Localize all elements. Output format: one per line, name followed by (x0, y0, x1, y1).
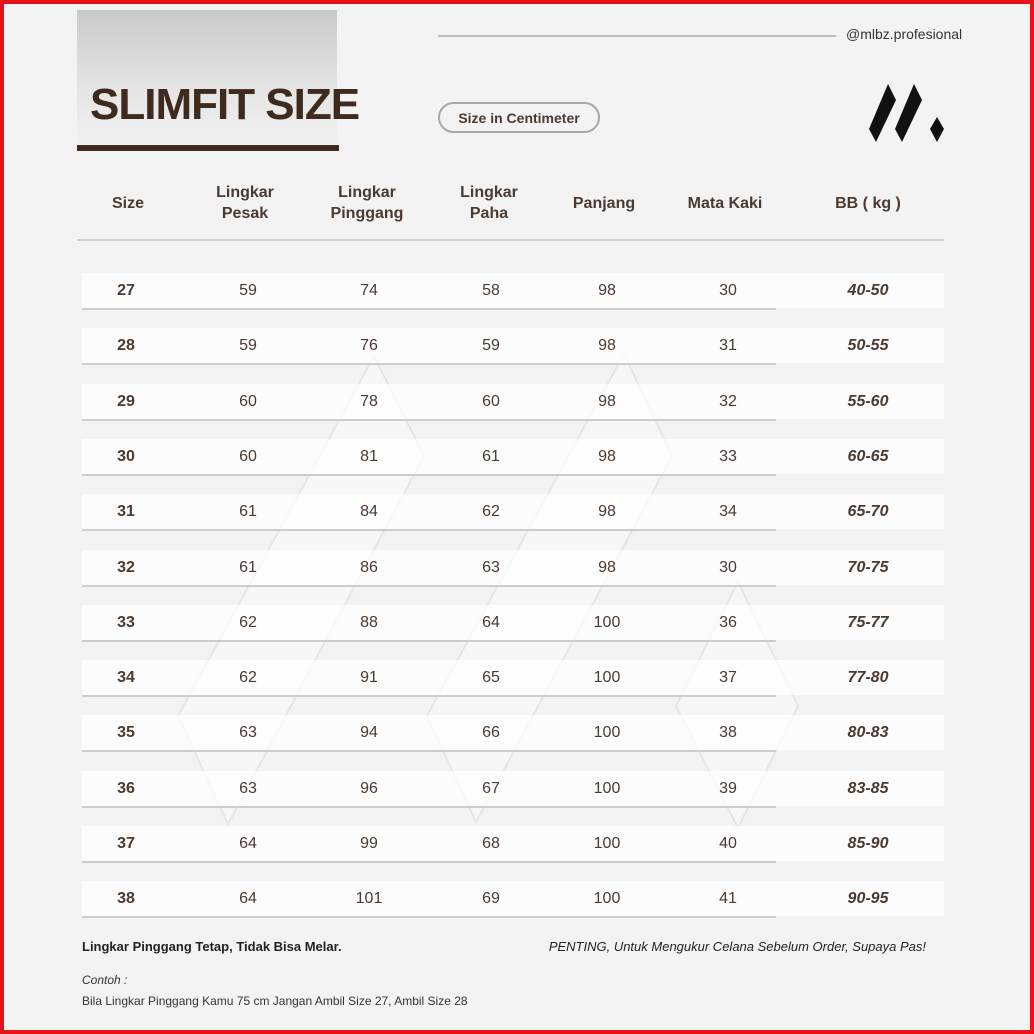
cell-size: 35 (117, 723, 135, 741)
cell-pesak: 62 (239, 668, 257, 686)
cell-paha: 63 (482, 558, 500, 576)
cell-paha: 61 (482, 447, 500, 465)
table-row (82, 826, 944, 862)
table-row (82, 439, 944, 475)
cell-pesak: 63 (239, 723, 257, 741)
cell-mata-kaki: 41 (719, 889, 737, 907)
row-background (82, 881, 944, 916)
column-header-pesak: Lingkar Pesak (216, 184, 274, 222)
cell-paha: 68 (482, 834, 500, 852)
cell-size: 34 (117, 668, 135, 686)
table-row (82, 273, 944, 309)
table-row (82, 494, 944, 530)
mlbz-stripes-logo-icon (866, 84, 946, 146)
cell-paha: 66 (482, 723, 500, 741)
row-divider (82, 363, 776, 365)
cell-panjang: 98 (598, 447, 616, 465)
cell-bb: 65-70 (847, 502, 889, 520)
cell-panjang: 98 (598, 281, 616, 299)
row-background (82, 273, 944, 308)
cell-size: 38 (117, 889, 135, 907)
cell-panjang: 100 (593, 668, 621, 686)
cell-pinggang: 99 (360, 834, 378, 852)
row-background (82, 660, 944, 695)
cell-pesak: 60 (239, 447, 257, 465)
cell-bb: 40-50 (847, 281, 889, 299)
cell-mata-kaki: 32 (719, 392, 737, 410)
row-divider (82, 695, 776, 697)
table-row (82, 881, 944, 917)
cell-panjang: 98 (598, 392, 616, 410)
table-row (82, 715, 944, 751)
row-divider (82, 585, 776, 587)
cell-pinggang: 91 (360, 668, 378, 686)
row-divider (82, 861, 776, 863)
row-divider (82, 640, 776, 642)
table-header (77, 172, 945, 234)
cell-size: 29 (117, 392, 135, 410)
column-header-pinggang: Lingkar Pinggang (330, 184, 404, 222)
header-divider (77, 239, 944, 241)
column-header-paha: Lingkar Paha (460, 184, 518, 222)
cell-panjang: 100 (593, 723, 621, 741)
cell-mata-kaki: 31 (719, 336, 737, 354)
cell-bb: 55-60 (847, 392, 889, 410)
row-background (82, 550, 944, 585)
cell-panjang: 100 (593, 834, 621, 852)
cell-bb: 83-85 (847, 779, 889, 797)
cell-pinggang: 96 (360, 779, 378, 797)
cell-paha: 60 (482, 392, 500, 410)
row-background (82, 328, 944, 363)
cell-pesak: 61 (239, 502, 257, 520)
cell-pinggang: 74 (360, 281, 378, 299)
cell-mata-kaki: 39 (719, 779, 737, 797)
table-row (82, 328, 944, 364)
cell-bb: 75-77 (847, 613, 889, 631)
title-underline (77, 145, 339, 151)
cell-mata-kaki: 36 (719, 613, 737, 631)
row-divider (82, 419, 776, 421)
cell-bb: 85-90 (847, 834, 889, 852)
cell-mata-kaki: 40 (719, 834, 737, 852)
table-row (82, 660, 944, 696)
cell-size: 33 (117, 613, 135, 631)
cell-pesak: 64 (239, 834, 257, 852)
top-divider (438, 35, 836, 37)
row-background (82, 494, 944, 529)
cell-pinggang: 94 (360, 723, 378, 741)
cell-mata-kaki: 37 (719, 668, 737, 686)
row-background (82, 384, 944, 419)
cell-pesak: 59 (239, 336, 257, 354)
cell-bb: 70-75 (847, 558, 889, 576)
cell-size: 28 (117, 336, 135, 354)
cell-paha: 58 (482, 281, 500, 299)
waist-note: Lingkar Pinggang Tetap, Tidak Bisa Melar. (82, 939, 342, 954)
cell-size: 30 (117, 447, 135, 465)
cell-pinggang: 86 (360, 558, 378, 576)
cell-paha: 62 (482, 502, 500, 520)
cell-pesak: 62 (239, 613, 257, 631)
cell-paha: 69 (482, 889, 500, 907)
row-divider (82, 806, 776, 808)
cell-pinggang: 81 (360, 447, 378, 465)
row-background (82, 826, 944, 861)
cell-paha: 65 (482, 668, 500, 686)
cell-size: 36 (117, 779, 135, 797)
cell-panjang: 98 (598, 558, 616, 576)
cell-pesak: 59 (239, 281, 257, 299)
cell-panjang: 100 (593, 779, 621, 797)
row-background (82, 439, 944, 474)
cell-paha: 67 (482, 779, 500, 797)
table-row (82, 550, 944, 586)
cell-pesak: 61 (239, 558, 257, 576)
cell-bb: 80-83 (847, 723, 889, 741)
brand-handle: @mlbz.profesional (846, 26, 963, 42)
cell-bb: 77-80 (847, 668, 889, 686)
cell-mata-kaki: 30 (719, 558, 737, 576)
row-divider (82, 308, 776, 310)
table-row (82, 605, 944, 641)
cell-panjang: 100 (593, 613, 621, 631)
cell-paha: 59 (482, 336, 500, 354)
table-row (82, 384, 944, 420)
cell-paha: 64 (482, 613, 500, 631)
important-note: PENTING, Untuk Mengukur Celana Sebelum Order, Supaya Pas! (548, 939, 926, 954)
cell-pinggang: 76 (360, 336, 378, 354)
cell-size: 37 (117, 834, 135, 852)
cell-mata-kaki: 38 (719, 723, 737, 741)
row-divider (82, 474, 776, 476)
cell-size: 32 (117, 558, 135, 576)
cell-bb: 90-95 (847, 889, 889, 907)
cell-pesak: 64 (239, 889, 257, 907)
cell-panjang: 98 (598, 336, 616, 354)
example-text: Bila Lingkar Pinggang Kamu 75 cm Jangan Ambil Size 27, Ambil Size 28 (82, 994, 468, 1008)
row-divider (82, 529, 776, 531)
cell-size: 31 (117, 502, 135, 520)
column-header-panjang: Panjang (572, 194, 636, 212)
row-divider (82, 750, 776, 752)
cell-pinggang: 101 (355, 889, 383, 907)
cell-pesak: 60 (239, 392, 257, 410)
cell-bb: 60-65 (847, 447, 889, 465)
column-header-mata-kaki: Mata Kaki (687, 194, 763, 212)
page-title: SLIMFIT SIZE (90, 80, 360, 129)
cell-size: 27 (117, 281, 135, 299)
example-label: Contoh : (82, 973, 128, 987)
row-divider (82, 916, 776, 918)
unit-badge: Size in Centimeter (438, 102, 600, 133)
table-row (82, 771, 944, 807)
cell-pinggang: 88 (360, 613, 378, 631)
row-background (82, 605, 944, 640)
cell-mata-kaki: 33 (719, 447, 737, 465)
cell-panjang: 98 (598, 502, 616, 520)
cell-panjang: 100 (593, 889, 621, 907)
row-background (82, 715, 944, 750)
cell-pinggang: 84 (360, 502, 378, 520)
cell-mata-kaki: 34 (719, 502, 737, 520)
column-header-bb: BB ( kg ) (835, 194, 901, 212)
cell-pinggang: 78 (360, 392, 378, 410)
row-background (82, 771, 944, 806)
column-header-size: Size (111, 194, 145, 212)
cell-bb: 50-55 (847, 336, 889, 354)
cell-pesak: 63 (239, 779, 257, 797)
cell-mata-kaki: 30 (719, 281, 737, 299)
